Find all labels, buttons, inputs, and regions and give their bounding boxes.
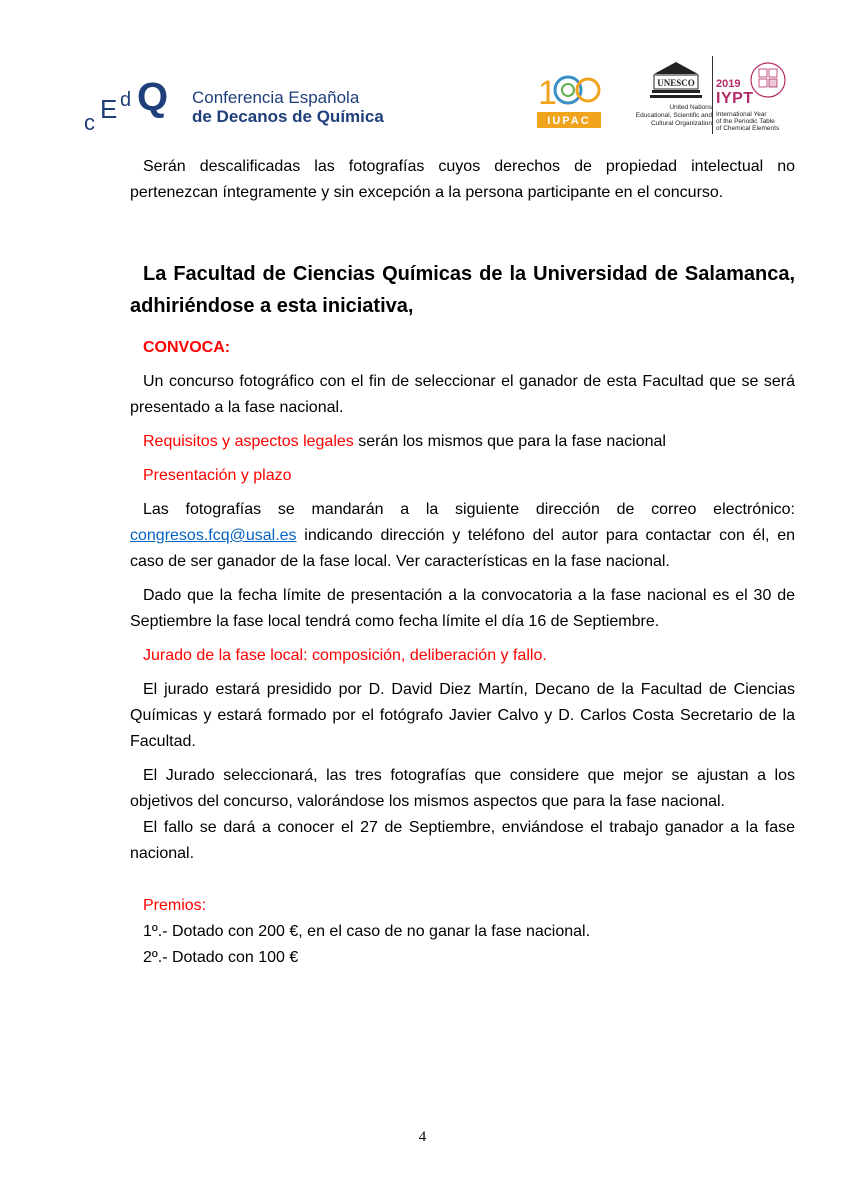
iypt-logo: [716, 60, 791, 136]
contest-paragraph: Un concurso fotográfico con el fin de seleccionar el ganador de esta Facultad que se será presentado a la fase nacional.: [130, 373, 795, 416]
svg-text:c: c: [84, 110, 95, 135]
submission-paragraph: [130, 497, 795, 575]
page-header: [0, 0, 845, 150]
selection-paragraph: El Jurado seleccionará, las tres fotografías que considere que mejor se ajustan a los objetivos del concurso, valorándose los mismos aspectos que para la fase nacional.: [130, 767, 795, 810]
iypt-text-3: of Chemical Elements: [716, 125, 780, 132]
requirements-paragraph: [130, 429, 795, 455]
unesco-logo: [635, 60, 712, 135]
requirements-label: Requisitos y aspectos legales: [143, 433, 354, 450]
jury-paragraph: El jurado estará presidido por D. David Diez Martín, Decano de la Facultad de Ciencias Químicas y estará formado por el fotógrafo Javier Calvo y D. Carlos Costa Secretario de la Facultad.: [130, 681, 795, 750]
iypt-text-2: of the Periodic Table: [716, 118, 775, 125]
iypt-year: 2019: [716, 78, 741, 90]
iupac-100-logo: [537, 64, 601, 130]
requirements-text: serán los mismos que para la fase nacional: [353, 433, 666, 450]
prize-1: 1º.- Dotado con 200 €, en el caso de no ganar la fase nacional.: [143, 923, 591, 940]
svg-text:1: 1: [538, 74, 557, 112]
iypt-text-1: International Year: [716, 111, 767, 118]
iypt-acronym: IYPT: [716, 90, 754, 107]
unesco-text-2: Educational, Scientific and: [635, 112, 712, 119]
svg-text:UNESCO: UNESCO: [657, 78, 695, 88]
deadline-paragraph: Dado que la fecha límite de presentación a la convocatoria a la fase nacional es el 30 de Septiembre la fase local tendrá como fecha límite el día 16 de Septiembre.: [130, 587, 795, 630]
convoca-heading: CONVOCA:: [143, 339, 231, 356]
unesco-text-3: Cultural Organization: [650, 120, 712, 127]
email-link[interactable]: congresos.fcq@usal.es: [130, 527, 297, 544]
prizes-heading: Premios:: [143, 897, 207, 914]
svg-text:E: E: [100, 94, 118, 124]
org-name-line2: de Decanos de Química: [192, 107, 384, 126]
logo-divider: [712, 56, 713, 134]
faculty-heading: La Facultad de Ciencias Químicas de la Universidad de Salamanca, adhiriéndose a esta iniciativa,: [130, 263, 795, 317]
page-number: 4: [418, 1129, 427, 1145]
submission-text-b: indicando dirección y teléfono del autor para contactar con él, en caso de ser ganador de la fase local. Ver características en la fase nacional.: [130, 527, 795, 570]
prize-2: 2º.- Dotado con 100 €: [143, 949, 299, 966]
document-body: [130, 154, 795, 971]
submission-text-a: Las fotografías se mandarán a la siguiente dirección de correo electrónico:: [143, 501, 795, 518]
verdict-paragraph: El fallo se dará a conocer el 27 de Septiembre, enviándose el trabajo ganador a la fase nacional.: [130, 819, 795, 862]
presentation-heading: Presentación y plazo: [143, 467, 292, 484]
disqualification-paragraph: Serán descalificadas las fotografías cuyos derechos de propiedad intelectual no pertenezcan íntegramente y sin excepción a la persona participante en el concurso.: [130, 158, 795, 201]
unesco-text-1: United Nations: [669, 104, 712, 111]
unesco-temple-icon: [640, 60, 712, 102]
svg-text:d: d: [120, 89, 132, 111]
svg-text:IUPAC: IUPAC: [547, 115, 591, 127]
org-name-line1: Conferencia Española: [192, 88, 360, 107]
jury-heading: Jurado de la fase local: composición, deliberación y fallo.: [143, 647, 547, 664]
svg-text:Q: Q: [137, 75, 169, 119]
cedq-logo: [82, 72, 192, 136]
